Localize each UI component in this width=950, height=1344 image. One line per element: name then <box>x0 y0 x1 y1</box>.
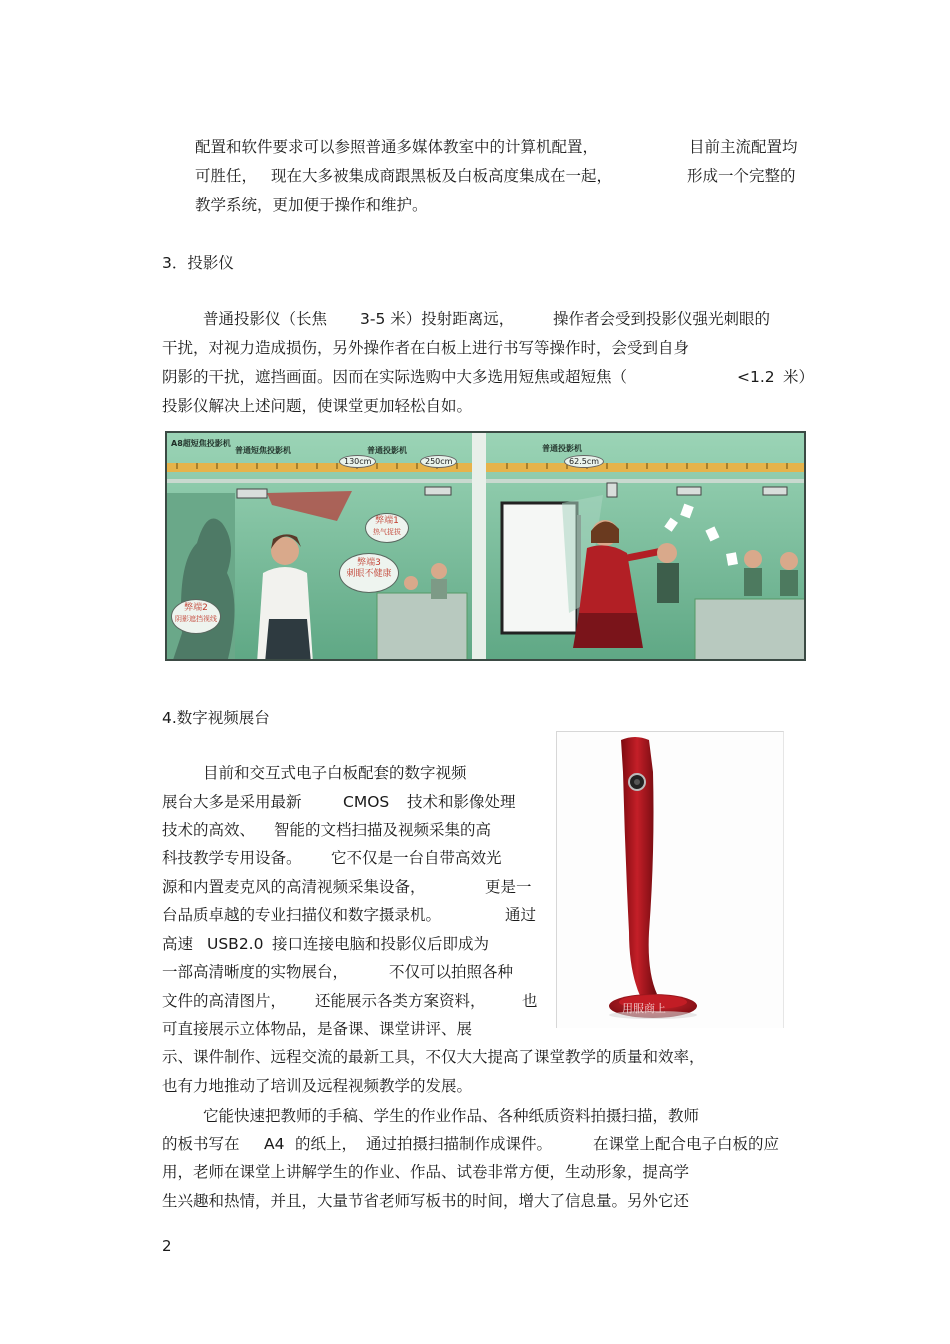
section4-line: 科技教学专用设备。 <box>162 849 302 867</box>
scale-250cm: 250cm <box>420 455 457 468</box>
paragraph-last-line1: 它能快速把教师的手稿、学生的作业作品、各种纸质资料拍摄扫描，教师 <box>203 1107 700 1125</box>
section4-line: 也 <box>522 992 538 1010</box>
bubble-2-text: 阴影遮挡视线 <box>175 615 217 623</box>
scale-130cm: 130cm <box>339 455 376 468</box>
section3-line3b: <1.2 <box>737 368 775 386</box>
section4-line: CMOS <box>343 793 390 811</box>
paragraph-last-line2d: 通过拍摄扫描制作成课件。 <box>366 1135 553 1153</box>
section3-line3a: 阴影的干扰，遮挡画面。因而在实际选购中大多选用短焦或超短焦（ <box>162 368 628 386</box>
section4-line: 文件的高清图片， <box>162 992 287 1010</box>
section4-line: 可直接展示立体物品，是备课、课堂讲评、展 <box>162 1020 473 1038</box>
section4-line: 通过 <box>505 906 537 924</box>
section3-line1a: 普通投影仪（长焦 <box>203 310 328 328</box>
scale-62cm: 62.5cm <box>564 455 604 468</box>
paragraph-last-line2a: 的板书写在 <box>162 1135 240 1153</box>
paragraph1-line2c: 形成一个完整的 <box>687 167 796 185</box>
document-camera-photo <box>556 731 784 1028</box>
bubble-2-title: 弊端2 <box>184 603 208 613</box>
bubble-drawback-2 <box>171 599 221 634</box>
label-normal-projector-right: 普通投影机 <box>542 444 582 453</box>
section3-line3c: 米） <box>783 368 815 386</box>
paragraph1-line2b: 现在大多被集成商跟黑板及白板高度集成在一起， <box>271 167 613 185</box>
section4-line: 更是一 <box>485 878 532 896</box>
label-ultra-short-throw: A8超短焦投影机 <box>171 439 231 448</box>
section4-line: 示、课件制作、远程交流的最新工具，不仅大大提高了课堂教学的质量和效率， <box>162 1048 705 1066</box>
section4-line: 智能的文档扫描及视频采集的高 <box>274 821 492 839</box>
document-camera-artwork <box>557 732 784 1028</box>
section4-line: USB2.0 <box>207 935 264 953</box>
paragraph1-line1a: 配置和软件要求可以参照普通多媒体教室中的计算机配置， <box>195 138 599 156</box>
paragraph-last-line3: 用，老师在课堂上讲解学生的作业、作品、试卷非常方便，生动形象，提高学 <box>162 1163 690 1181</box>
paragraph1-line2a: 可胜任， <box>195 167 258 185</box>
section4-line: 不仅可以拍照各种 <box>389 963 514 981</box>
bubble-1-text: 热气捉拔 <box>373 528 401 536</box>
section4-line: 台品质卓越的专业扫描仪和数字摄录机。 <box>162 906 442 924</box>
section3-line1c: 操作者会受到投影仪强光刺眼的 <box>553 310 771 328</box>
label-normal-projector: 普通投影机 <box>367 446 407 455</box>
section4-line: 展台大多是采用最新 <box>162 793 302 811</box>
section4-line: 技术和影像处理 <box>407 793 516 811</box>
section3-line2: 干扰，对视力造成损伤，另外操作者在白板上进行书写等操作时，会受到自身 <box>162 339 690 357</box>
section4-line: 目前和交互式电子白板配套的数字视频 <box>203 764 467 782</box>
label-short-throw: 普通短焦投影机 <box>235 446 291 455</box>
projector-comparison-illustration <box>165 431 806 661</box>
section4-line: 技术的高效、 <box>162 821 256 839</box>
bubble-3-title: 弊端3 <box>357 558 381 568</box>
page-number: 2 <box>162 1237 172 1255</box>
section4-line: 也有力地推动了培训及远程视频教学的发展。 <box>162 1077 473 1095</box>
bubble-drawback-1 <box>365 513 409 543</box>
paragraph1-line3: 教学系统，更加便于操作和维护。 <box>195 196 428 214</box>
section3-line4: 投影仪解决上述问题，使课堂更加轻松自如。 <box>162 397 473 415</box>
illustration-artwork <box>167 433 806 661</box>
section4-line: 一部高清晰度的实物展台， <box>162 963 349 981</box>
section4-line: 接口连接电脑和投影仪后即成为 <box>272 935 490 953</box>
section4-line: 高速 <box>162 935 194 953</box>
bubble-3-text: 刺眼不健康 <box>346 569 392 579</box>
paragraph-last-line2c: 的纸上， <box>295 1135 358 1153</box>
bubble-1-title: 弊端1 <box>375 516 399 526</box>
paragraph-last-line4: 生兴趣和热情，并且，大量节省老师写板书的时间，增大了信息量。另外它还 <box>162 1192 690 1210</box>
section4-line: 还能展示各类方案资料， <box>315 992 486 1010</box>
paragraph-last-line2e: 在课堂上配合电子白板的应 <box>593 1135 780 1153</box>
bubble-drawback-3 <box>339 553 399 593</box>
section4-heading: 4.数字视频展台 <box>162 709 270 727</box>
section3-heading: 3．投影仪 <box>162 254 234 272</box>
section3-line1b: 3-5 米）投射距离远， <box>360 310 515 328</box>
paragraph1-line1b: 目前主流配置均 <box>689 138 798 156</box>
paragraph-last-line2b: A4 <box>264 1135 285 1153</box>
section4-line: 源和内置麦克风的高清视频采集设备， <box>162 878 426 896</box>
photo-watermark: 用服商上 <box>622 1002 666 1015</box>
section4-line: 它不仅是一台自带高效光 <box>331 849 502 867</box>
